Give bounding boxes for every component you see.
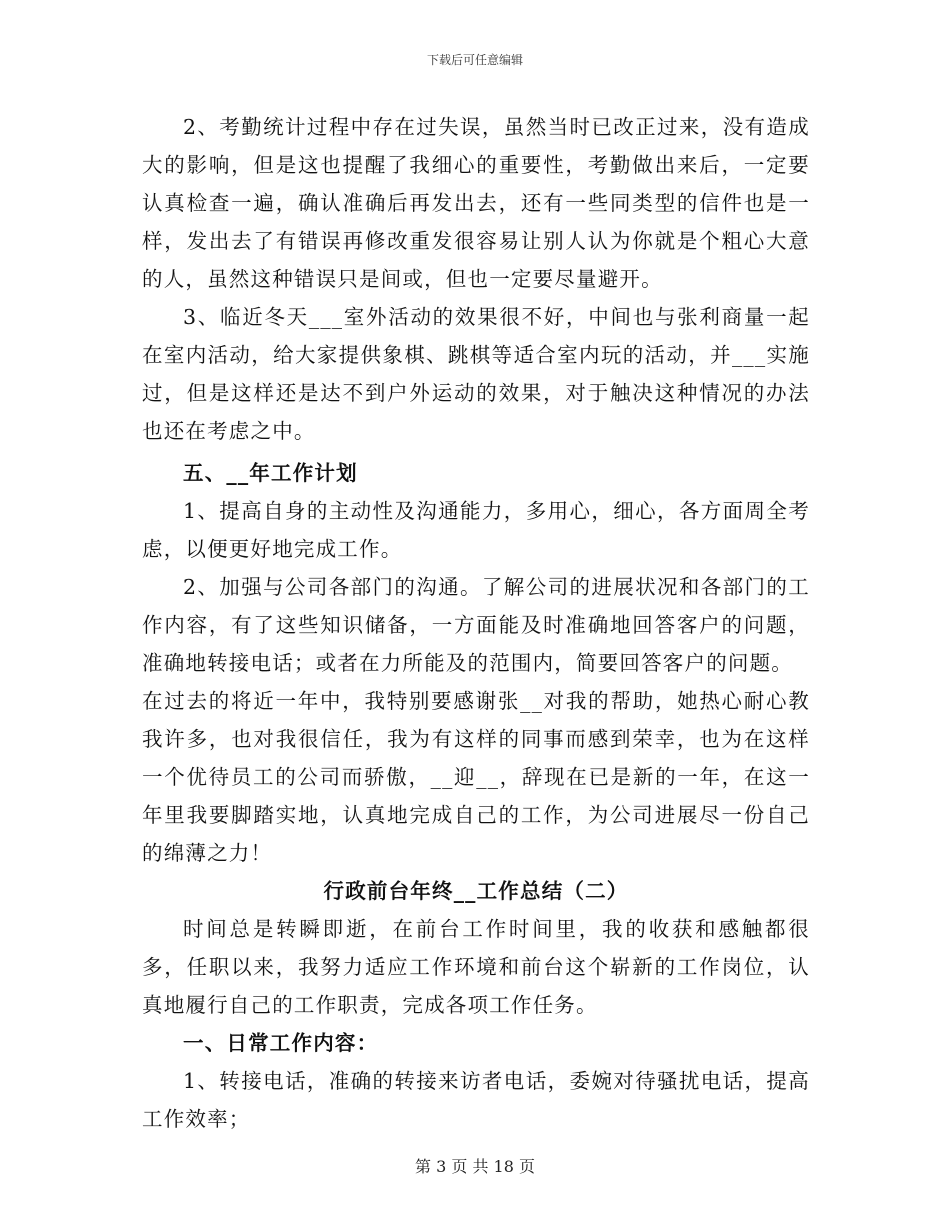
document-body xyxy=(142,108,810,1138)
paragraph-attendance-error: 2、考勤统计过程中存在过失误，虽然当时已改正过来，没有造成大的影响，但是这也提醒了我细心的重要性，考勤做出来后，一定要认真检查一遍，确认准确后再发出去，还有一些同类型的信件也是一样，发出去了有错误再修改重发很容易让别人认为你就是个粗心大意的人，虽然这种错误只是间或，但也一定要尽量避开。 xyxy=(142,115,810,291)
paragraph-plan-communication: 2、加强与公司各部门的沟通。了解公司的进展状况和各部门的工作内容，有了这些知识储备，一方面能及时准确地回答客户的问题，准确地转接电话；或者在力所能及的范围内，简要回答客户的问题。 xyxy=(142,575,810,675)
paragraph-plan-initiative: 1、提高自身的主动性及沟通能力，多用心，细心，各方面周全考虑，以便更好地完成工作。 xyxy=(142,499,810,561)
page-header-note: 下载后可任意编辑 xyxy=(426,53,523,67)
section-heading-daily-work: 一、日常工作内容： xyxy=(183,1031,379,1055)
paragraph-winter-activity: 3、临近冬天___室外活动的效果很不好，中间也与张利商量一起在室内活动，给大家提供象棋、跳棋等适合室内玩的活动，并___实施过，但是这样还是达不到户外运动的效果，对于触决这种情况的办法也还在考虑之中。 xyxy=(142,305,810,443)
document-section-title: 行政前台年终__工作总结（二） xyxy=(323,879,629,903)
paragraph-phone-transfer: 1、转接电话，准确的转接来访者电话，委婉对待骚扰电话，提高工作效率； xyxy=(142,1069,810,1131)
section-heading-work-plan: 五、__年工作计划 xyxy=(183,461,358,485)
page-number-footer: 第 3 页 共 18 页 xyxy=(415,1157,535,1176)
paragraph-intro: 时间总是转瞬即逝，在前台工作时间里，我的收获和感触都很多，任职以来，我努力适应工作环境和前台这个崭新的工作岗位，认真地履行自己的工作职责，完成各项工作任务。 xyxy=(142,917,810,1017)
paragraph-thanks: 在过去的将近一年中，我特别要感谢张__对我的帮助，她热心耐心教我许多，也对我很信任，我为有这样的同事而感到荣幸，也为在这样一个优待员工的公司而骄傲，__迎__，辞现在已是新的一年，在这一年里我要脚踏实地，认真地完成自己的工作，为公司进展尽一份自己的绵薄之力！ xyxy=(142,689,810,865)
